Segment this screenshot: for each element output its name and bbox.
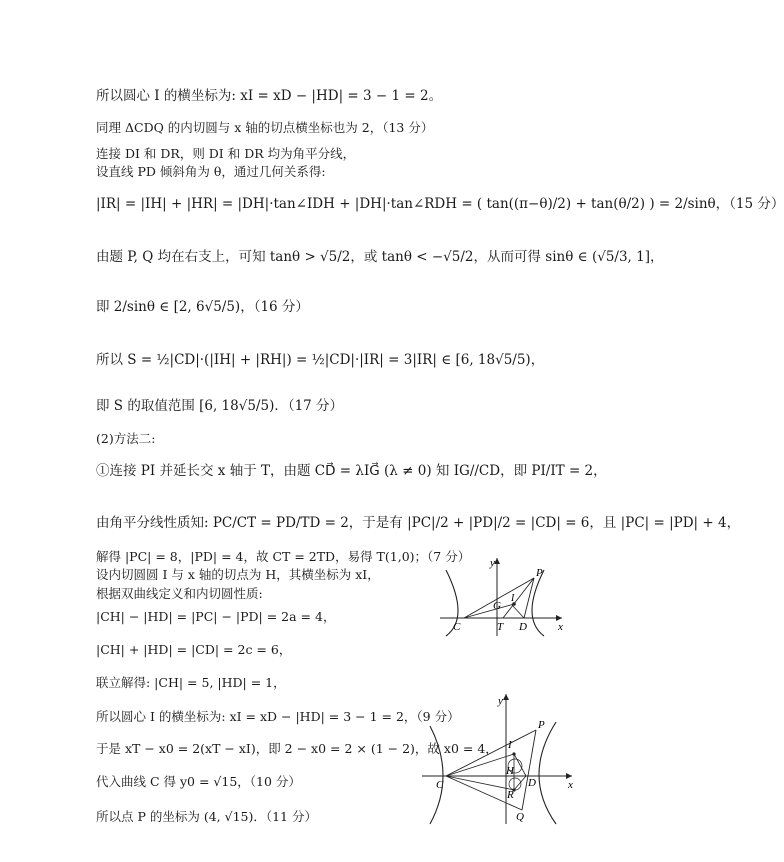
- fig1-label: y: [490, 557, 495, 569]
- formula-line: |IR| = |IH| + |HR| = |DH|·tan∠IDH + |DH|·tan∠RDH = ( tan((π−θ)/2) + tan(θ/2) ) = 2/sinθ，（15 分）: [96, 196, 784, 212]
- formula-line: |CH| + |HD| = |CD| = 2c = 6，: [96, 642, 292, 657]
- text-line: 解得 |PC| = 8，|PD| = 4，故 CT = 2TD，易得 T(1,0)；（7 分）: [96, 549, 471, 564]
- segment-id: [512, 605, 524, 618]
- formula-line: 联立解得: |CH| = 5, |HD| = 1，: [96, 675, 286, 690]
- formula-line: 即 S 的取值范围 [6, 18√5/5)．（17 分）: [96, 398, 344, 414]
- fig2-label: P: [538, 719, 545, 731]
- formula-line: 由题 P, Q 均在右支上，可知 tanθ > √5/2，或 tanθ < −√5/2，从而可得 sinθ ∈ (√5/3, 1]，: [96, 249, 664, 265]
- formula-line: 于是 xT − x0 = 2(xT − xI)，即 2 − x0 = 2 × (1 − 2)，故 x0 = 4，: [96, 741, 498, 756]
- segment-cg: [464, 604, 514, 618]
- text-line: 连接 DI 和 DR，则 DI 和 DR 均为角平分线，: [96, 146, 356, 161]
- segment-pq: [522, 730, 536, 810]
- fig2-label: D: [528, 777, 536, 789]
- fig2-label: H: [506, 765, 514, 777]
- text-line: 所以圆心 I 的横坐标为: xI = xD − |HD| = 3 − 1 = 2。: [96, 88, 443, 104]
- segment-cp: [464, 578, 534, 618]
- formula-line: 所以 S = ½|CD|·(|IH| + |RH|) = ½|CD|·|IR| = 3|IR| ∈ [6, 18√5/5)，: [96, 352, 545, 368]
- fig1-label: x: [558, 621, 563, 633]
- fig2-label: I: [508, 739, 512, 751]
- formula-line: 即 2/sinθ ∈ [2, 6√5/5)，（16 分）: [96, 299, 309, 315]
- formula-line: 所以点 P 的坐标为 (4, √15)．（11 分）: [96, 809, 317, 824]
- fig1-label: C: [453, 621, 461, 633]
- text-line: 根据双曲线定义和内切圆性质:: [96, 586, 263, 601]
- fig2-label: C: [436, 779, 444, 791]
- hyperbola-right-branch: [539, 722, 556, 824]
- segment-ci: [446, 754, 514, 776]
- formula-line: 所以圆心 I 的横坐标为: xI = xD − |HD| = 3 − 1 = 2，（9 分）: [96, 709, 460, 724]
- fig1-label: G: [493, 600, 501, 612]
- text-line: 设内切圆圆 I 与 x 轴的切点为 H，其横坐标为 xI，: [96, 567, 380, 582]
- hyperbola-left-branch: [430, 726, 443, 824]
- hyperbola-figure-1: [440, 556, 570, 638]
- text-line: 设直线 PD 倾斜角为 θ，通过几何关系得:: [96, 164, 326, 179]
- y-axis-arrow: [503, 694, 509, 700]
- section-heading: (2)方法二:: [96, 431, 156, 446]
- formula-line: 由角平分线性质知: PC/CT = PD/TD = 2，于是有 |PC|/2 + |PD|/2 = |CD| = 6，且 |PC| = |PD| + 4，: [96, 515, 741, 531]
- fig2-label: R: [507, 789, 514, 801]
- fig2-label: Q: [516, 811, 524, 823]
- fig1-label: P: [536, 567, 543, 579]
- fig1-label: T: [497, 621, 504, 633]
- segment-cr: [446, 776, 514, 790]
- formula-line: ①连接 PI 并延长交 x 轴于 T，由题 CD⃗ = λIG⃗ (λ ≠ 0) 知 IG//CD，即 PI/IT = 2，: [96, 463, 607, 479]
- text-line: 同理 ΔCDQ 的内切圆与 x 轴的切点横坐标也为 2，（13 分）: [96, 120, 434, 135]
- point-i: [512, 752, 515, 755]
- hyperbola-figure-2: [418, 692, 578, 827]
- fig1-label: I: [511, 593, 515, 604]
- formula-line: |CH| − |HD| = |PC| − |PD| = 2a = 4，: [96, 609, 336, 624]
- fig1-label: D: [519, 621, 527, 633]
- fig2-label: x: [568, 779, 573, 791]
- formula-line: 代入曲线 C 得 y0 = √15，（10 分）: [96, 774, 301, 789]
- fig2-label: y: [498, 695, 503, 707]
- y-axis-arrow: [494, 558, 500, 564]
